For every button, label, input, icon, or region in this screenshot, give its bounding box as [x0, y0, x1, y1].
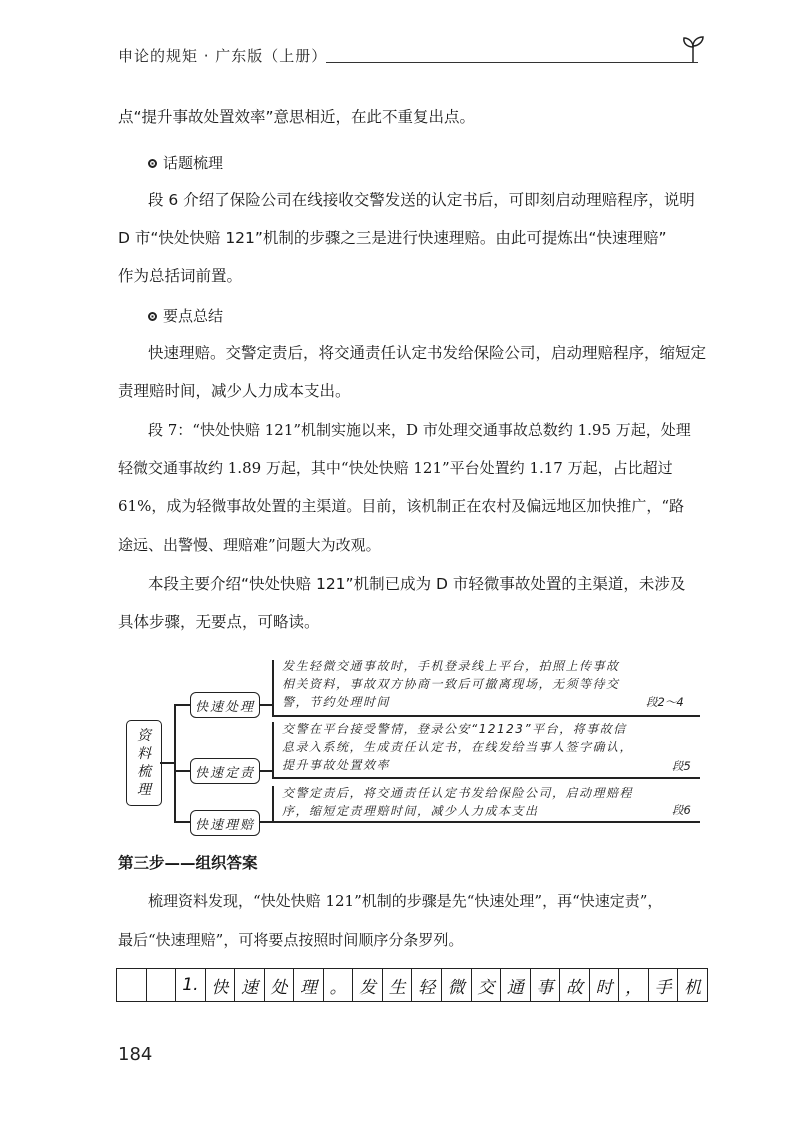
connector-line: [272, 821, 700, 823]
grid-cell: 微: [442, 969, 472, 1001]
grid-cell: 事: [531, 969, 561, 1001]
branch-text-line: 相关资料，事故双方协商一致后可撤离现场，无须等待交: [282, 677, 620, 691]
para7-line: 轻微交通事故约 1.89 万起，其中“快处快赔 121”平台处置约 1.17 万起，占比超过: [118, 459, 673, 477]
branch-node-quick-claim: 快速理赔: [190, 810, 260, 836]
summary-line: 快速理赔。交警定责后，将交通责任认定书发给保险公司，启动理赔程序，缩短定: [148, 344, 707, 362]
connector-line: [160, 762, 174, 764]
connector-line: [258, 821, 272, 823]
topic-line: 段 6 介绍了保险公司在线接收交警发送的认定书后，可即刻启动理赔程序，说明: [148, 191, 695, 209]
diagram-root-node: [126, 720, 162, 806]
sprout-icon: [678, 34, 708, 64]
root-char: 料: [137, 746, 151, 762]
connector-line: [272, 715, 700, 717]
connector-line: [174, 704, 190, 706]
page-number: 184: [118, 1044, 153, 1065]
grid-cell: 。: [324, 969, 354, 1001]
grid-cell: 速: [235, 969, 265, 1001]
step3-line: 梳理资料发现，“快处快赔 121”机制的步骤是先“快速处理”，再“快速定责”，: [148, 892, 663, 910]
paragraph-reference: 段6: [672, 803, 691, 817]
grid-cell: 故: [560, 969, 590, 1001]
branch-text-line: 警，节约处理时间: [282, 695, 391, 709]
paragraph-reference: 段2～4: [646, 695, 684, 709]
connector-line: [174, 770, 190, 772]
branch-text-line: 交警在平台接受警情，登录公安“12123”平台，将事故信: [282, 722, 627, 736]
root-char: 理: [137, 782, 151, 798]
summary-line: 责理赔时间，减少人力成本支出。: [118, 382, 351, 400]
paragraph-reference: 段5: [672, 759, 691, 773]
grid-cell: 机: [684, 977, 702, 998]
grid-cell: 时: [590, 969, 620, 1001]
branch-text-line: 序，缩短定责理赔时间，减少人力成本支出: [282, 804, 539, 818]
para7-line: 段 7：“快处快赔 121”机制实施以来，D 市处理交通事故总数约 1.95 万起，处理: [148, 421, 691, 439]
topic-heading: [148, 152, 223, 173]
step3-line: 最后“快速理赔”，可将要点按照时间顺序分条罗列。: [118, 931, 464, 949]
topic-line: D 市“快处快赔 121”机制的步骤之三是进行快速理赔。由此可提炼出“快速理赔”: [118, 229, 667, 247]
grid-cell: 理: [294, 969, 324, 1001]
grid-cell: 轻: [412, 969, 442, 1001]
branch-node-quick-handle: 快速处理: [190, 692, 260, 718]
note-line: 本段主要介绍“快处快赔 121”机制已成为 D 市轻微事故处置的主渠道，未涉及: [148, 575, 686, 593]
summary-heading: [148, 305, 223, 326]
connector-line: [272, 660, 274, 716]
connector-line: [174, 821, 190, 823]
root-char: 资: [137, 728, 151, 744]
grid-cell: 1.: [176, 969, 206, 1001]
grid-cell: [117, 969, 147, 1001]
connector-line: [174, 704, 176, 822]
branch-text-line: 息录入系统，生成责任认定书，在线发给当事人签字确认，: [282, 740, 634, 754]
connector-line: [258, 704, 272, 706]
branch-text-line: 交警定责后，将交通责任认定书发给保险公司，启动理赔程: [282, 786, 634, 800]
intro-line: 点“提升事故处置效率”意思相近，在此不重复出点。: [118, 108, 476, 126]
para7-line: 61%，成为轻微事故处置的主渠道。目前，该机制正在农村及偏远地区加快推广，“路: [118, 497, 685, 515]
bullet-icon: [148, 159, 157, 168]
header-rule: [326, 62, 698, 63]
connector-line: [272, 722, 274, 778]
running-header-title: 申论的规矩 · 广东版（上册）: [118, 47, 328, 65]
connector-line: [272, 786, 274, 822]
grid-cell: ，: [619, 969, 649, 1001]
branch-text-line: 提升事故处置效率: [282, 758, 391, 772]
topic-heading-text: 话题梳理: [163, 154, 224, 172]
grid-cell: 通: [501, 969, 531, 1001]
para7-line: 途远、出警慢、理赔难”问题大为改观。: [118, 536, 381, 554]
grid-cell: 手: [649, 969, 679, 1001]
connector-line: [258, 770, 272, 772]
grid-cell: 发: [353, 969, 383, 1001]
note-line: 具体步骤，无要点，可略读。: [118, 613, 320, 631]
branch-text-line: 发生轻微交通事故时，手机登录线上平台，拍照上传事故: [282, 659, 620, 673]
grid-cell: [147, 969, 177, 1001]
step3-heading: 第三步——组织答案: [118, 854, 258, 872]
root-char: 梳: [137, 764, 151, 780]
grid-cell: 处: [265, 969, 295, 1001]
summary-heading-text: 要点总结: [163, 307, 224, 325]
topic-line: 作为总括词前置。: [118, 267, 243, 285]
grid-cell: 交: [472, 969, 502, 1001]
grid-cell: 快: [206, 969, 236, 1001]
bullet-icon: [148, 312, 157, 321]
grid-cell: 生: [383, 969, 413, 1001]
branch-node-quick-liability: 快速定责: [190, 758, 260, 784]
answer-grid: [116, 968, 708, 1002]
connector-line: [272, 777, 700, 779]
